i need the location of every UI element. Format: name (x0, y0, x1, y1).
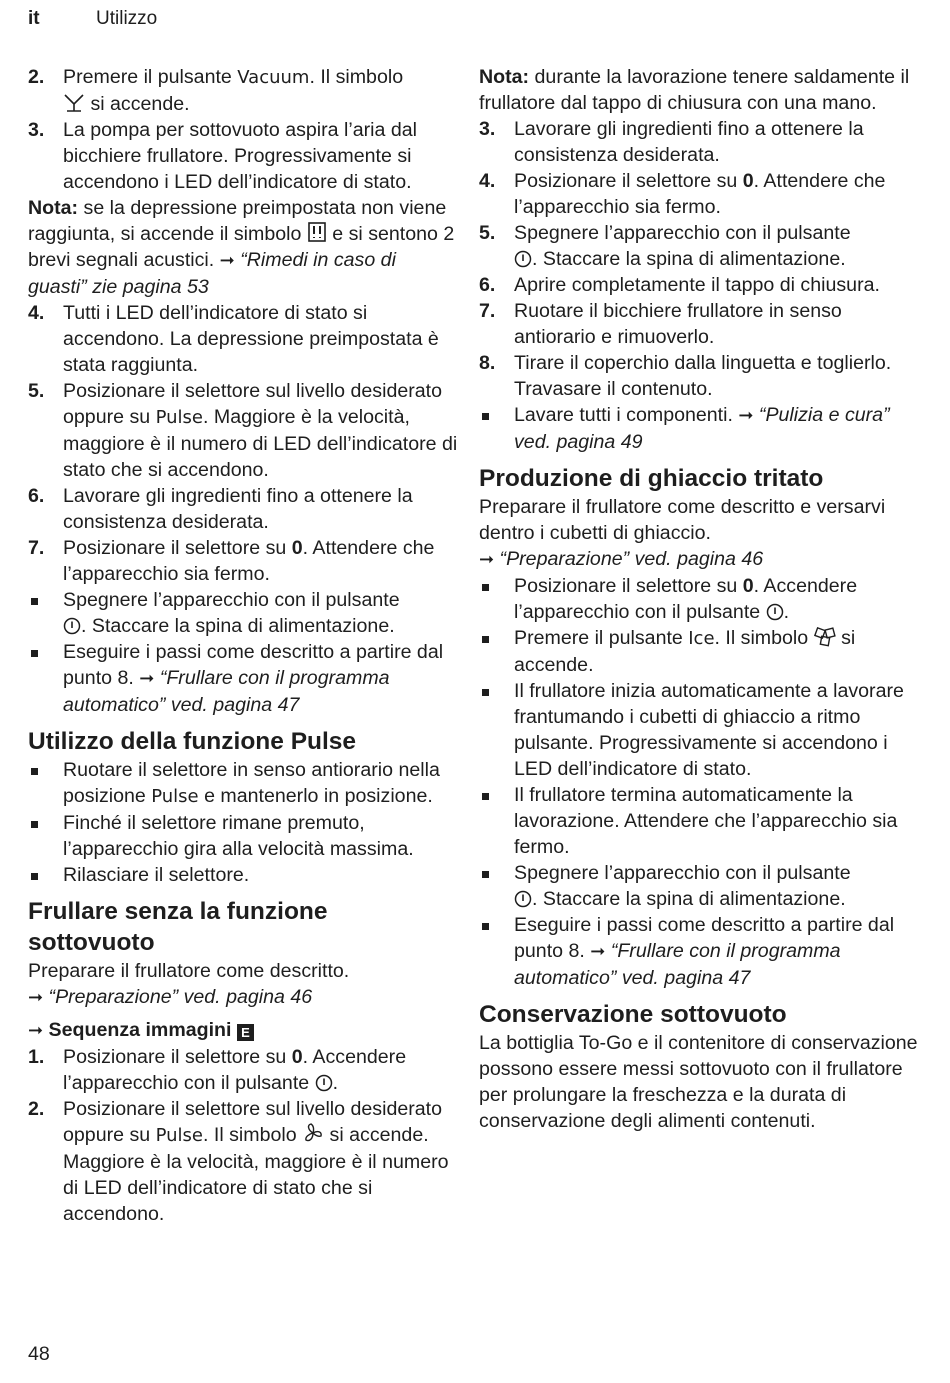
bullet-icon (31, 598, 38, 605)
r-step-3: 3. Lavorare gli ingredienti fino a ottenere la consistenza desiderata. (479, 118, 864, 166)
power-button-icon (766, 603, 784, 621)
bullet-icon (482, 636, 489, 643)
bullet-icon (31, 873, 38, 880)
ice-bullet-5: Spegnere l’apparecchio con il pulsante . Staccare la spina di alimentazione. (479, 860, 919, 912)
bullet-switch-off: Spegnere l’apparecchio con il pulsante . Staccare la spina di alimentazione. (28, 587, 458, 639)
page-number: 48 (28, 1343, 50, 1365)
nov-step-2: 2. Posizionare il selettore sul livello desiderato oppure su Pulse. Il simbolo si accende. Maggiore è la velocità, maggiore è il numero di LED dell’indicatore di stato che si accendono. (28, 1098, 449, 1225)
bullet-icon (482, 413, 489, 420)
ice-bullet-4: Il frullatore termina automaticamente la lavorazione. Attendere che l’apparecchio sia fermo. (479, 782, 919, 860)
r-step-6: 6. Aprire completamente il tappo di chiusura. (479, 274, 880, 296)
no-vacuum-intro: Preparare il frullatore come descritto. (28, 960, 350, 982)
heading-vacuum-storage: Conservazione sottovuoto (479, 1001, 787, 1028)
bullet-icon (31, 821, 38, 828)
link-cleaning[interactable]: “Pulizia e cura” ved. pagina 49 (514, 404, 890, 453)
bullet-icon (31, 650, 38, 657)
ice-intro: Preparare il frullatore come descritto e versarvi dentro i cubetti di ghiaccio. (479, 496, 886, 544)
link-preparation[interactable]: “Preparazione” ved. pagina 46 (48, 986, 313, 1008)
step-7: 7. Posizionare il selettore su 0. Attendere che l’apparecchio sia fermo. (28, 537, 435, 585)
section-title: Utilizzo (96, 8, 158, 29)
heading-pulse: Utilizzo della funzione Pulse (28, 728, 357, 755)
right-column (479, 64, 919, 1134)
power-button-icon (315, 1074, 333, 1092)
no-vacuum-ref (28, 984, 458, 1011)
power-button-icon (514, 890, 532, 908)
step-6: 6. Lavorare gli ingredienti fino a ottenere la consistenza desiderata. (28, 485, 413, 533)
heading-crushed-ice: Produzione di ghiaccio tritato (479, 465, 824, 492)
bullet-pulse-3: Rilasciare il selettore. (28, 862, 458, 888)
vacuum-warning-icon (307, 221, 327, 243)
nov-step-1: 1. Posizionare il selettore su 0. Accendere l’apparecchio con il pulsante . (28, 1046, 407, 1094)
bullet-icon (482, 793, 489, 800)
link-troubleshooting[interactable]: “Rimedi in caso di guasti” zie pagina 53 (28, 249, 396, 298)
ice-cubes-icon (814, 627, 836, 647)
language-code: it (28, 8, 40, 29)
bullet-icon (482, 584, 489, 591)
cross-reference-arrow-icon: ➞ (139, 668, 155, 689)
bullet-icon (482, 923, 489, 930)
r-step-4: 4. Posizionare il selettore su 0. Attendere che l’apparecchio sia fermo. (479, 170, 886, 218)
power-button-icon (514, 250, 532, 268)
image-sequence: ➞ Sequenza immagini E (28, 1017, 458, 1044)
link-preparation[interactable]: “Preparazione” ved. pagina 46 (499, 548, 764, 570)
ice-bullet-3: Il frullatore inizia automaticamente a lavorare frantumando i cubetti di ghiaccio a ritmo pulsante. Progressivamente si accendono i LED dell’indicatore di stato. (479, 678, 919, 782)
step-4: 4. Tutti i LED dell’indicatore di stato si accendono. La depressione preimpostata è stata raggiunta. (28, 302, 439, 376)
link-automatic-program[interactable]: “Frullare con il programma automatico” ved. pagina 47 (514, 940, 841, 989)
step-2: 2. Premere il pulsante Vacuum. Il simbolo si accende. (28, 66, 404, 115)
bullet-pulse-2: Finché il selettore rimane premuto, l’apparecchio gira alla velocità massima. (28, 810, 458, 862)
left-column (28, 64, 458, 1227)
cross-reference-arrow-icon: ➞ (219, 250, 235, 271)
link-automatic-program[interactable]: “Frullare con il programma automatico” ved. pagina 47 (63, 667, 390, 716)
pulse-fan-icon (302, 1122, 324, 1144)
step-3: 3. La pompa per sottovuoto aspira l’aria dal bicchiere frullatore. Progressivamente si accendono i LED dell’indicatore di stato. (28, 119, 417, 193)
cross-reference-arrow-icon: ➞ (28, 1020, 44, 1041)
heading-no-vacuum: Frullare senza la funzione sottovuoto (28, 898, 328, 956)
cross-reference-arrow-icon: ➞ (590, 941, 606, 962)
figure-e-icon[interactable]: E (237, 1024, 254, 1041)
bullet-icon (482, 689, 489, 696)
vacuum-storage-text: La bottiglia To-Go e il contenitore di conservazione possono essere messi sottovuoto con il frullatore per prolungare la freschezza e la durata di conservazione degli alimenti contenuti. (479, 1032, 918, 1132)
bullet-continue: Eseguire i passi come descritto a partire dal punto 8. ➞ “Frullare con il programma automatico” ved. pagina 47 (28, 639, 458, 718)
page-header (28, 7, 157, 31)
ice-bullet-2: Premere il pulsante Ice. Il simbolo si accende. (479, 625, 919, 678)
cross-reference-arrow-icon: ➞ (479, 549, 495, 570)
power-button-icon (63, 617, 81, 635)
ice-button-label: Ice (688, 628, 715, 649)
step-5: 5. Posizionare il selettore sul livello desiderato oppure su Pulse. Maggiore è la velocità, maggiore è il numero di LED dell’indicatore di stato che si accendono. (28, 380, 458, 481)
bullet-icon (31, 768, 38, 775)
ice-ref (479, 546, 919, 573)
vacuum-button-label: Vacuum (237, 67, 310, 88)
cross-reference-arrow-icon: ➞ (28, 987, 44, 1008)
r-step-5: 5. Spegnere l’apparecchio con il pulsante . Staccare la spina di alimentazione. (479, 222, 851, 270)
bullet-pulse-1: Ruotare il selettore in senso antiorario nella posizione Pulse e mantenerlo in posizione. (28, 757, 458, 810)
r-step-7: 7. Ruotare il bicchiere frullatore in senso antiorario e rimuoverlo. (479, 300, 842, 348)
note-hold-lid: Nota: durante la lavorazione tenere saldamente il frullatore dal tappo di chiusura con una mano. (479, 66, 910, 114)
cross-reference-arrow-icon: ➞ (738, 405, 754, 426)
r-step-8: 8. Tirare il coperchio dalla linguetta e toglierlo. Travasare il contenuto. (479, 352, 892, 400)
ice-bullet-6: Eseguire i passi come descritto a partire dal punto 8. ➞ “Frullare con il programma automatico” ved. pagina 47 (479, 912, 919, 991)
bullet-wash: Lavare tutti i componenti. ➞ “Pulizia e cura” ved. pagina 49 (479, 402, 919, 455)
ice-bullet-1: Posizionare il selettore su 0. Accendere l’apparecchio con il pulsante . (479, 573, 919, 625)
note-vacuum: Nota: se la depressione preimpostata non viene raggiunta, si accende il simbolo e si sentono 2 brevi segnali acustici. ➞ “Rimedi in caso di guasti” zie pagina 53 (28, 197, 455, 298)
vacuum-symbol-icon (63, 93, 85, 113)
bullet-icon (482, 871, 489, 878)
